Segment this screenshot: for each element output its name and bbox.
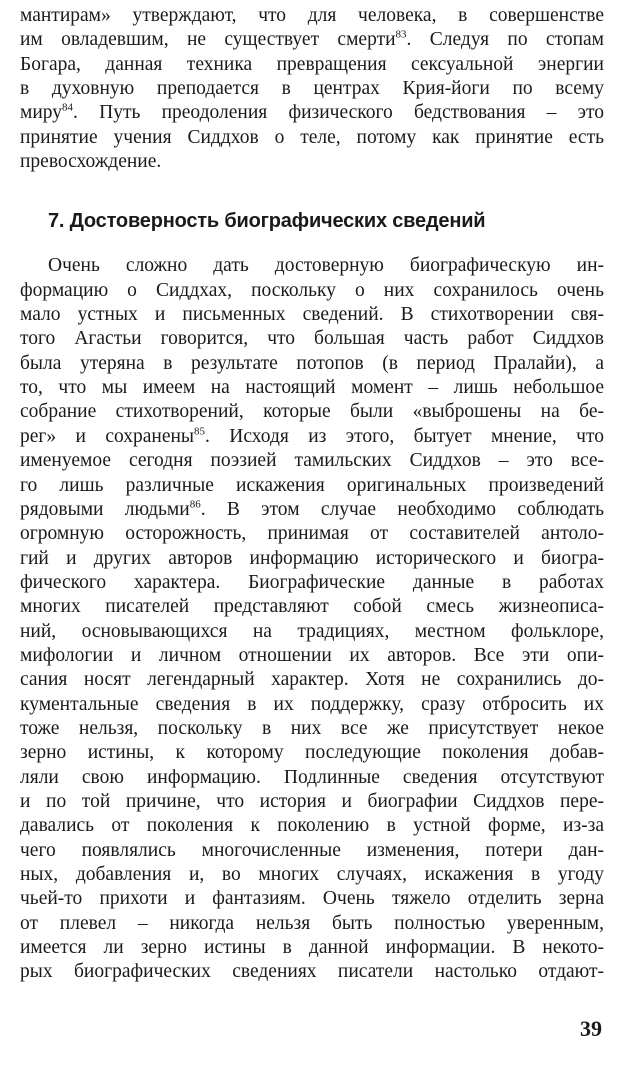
text-line: от плевел – никогда нельзя быть полностью уверенным,: [20, 912, 604, 934]
footnote-ref-84: 84: [62, 101, 74, 114]
text-segment: рядовыми людьми: [20, 498, 190, 520]
text-line: именуемое сегодня поэзией тамильских Сиддхов – это все-: [20, 450, 604, 472]
text-segment: . Путь преодоления физического бедствования – это: [73, 102, 604, 124]
text-line: огромную осторожность, принимая от составителей антоло-: [20, 523, 604, 545]
text-line: имеется ли зерно истины в данной информации. В некото-: [20, 937, 604, 959]
text-line: рых биографических сведениях писатели настолько отдают-: [20, 961, 604, 983]
paragraph-2: [20, 254, 604, 984]
text-line: то, что мы имеем на настоящий момент – лишь небольшое: [20, 377, 604, 399]
text-line: [20, 425, 604, 449]
text-segment: . Исходя из этого, бытует мнение, что: [205, 425, 604, 447]
text-line: в духовную преподается в центрах Крия-йоги по всему: [20, 78, 604, 100]
text-line: сания носят легендарный характер. Хотя не сохранились до-: [20, 669, 604, 691]
text-line: формацию о Сиддхах, поскольку о них сохранилось очень: [20, 279, 604, 301]
text-line: многих писателей представляют собой смесь жизнеописа-: [20, 596, 604, 618]
book-page: [20, 4, 604, 985]
text-segment: . В этом случае необходимо соблюдать: [200, 498, 604, 520]
text-line: зерно истины, к которому последующие поколения добав-: [20, 742, 604, 764]
text-line: ных, добавления и, во многих случаях, искажения в угоду: [20, 864, 604, 885]
text-line: мантирам» утверждают, что для человека, в совершенстве: [20, 5, 604, 26]
text-line: чего появлялись многочисленные изменения, потери дан-: [20, 839, 604, 861]
text-line: ляли свою информацию. Подлинные сведения отсутствуют: [20, 766, 604, 788]
text-line: [20, 498, 604, 522]
text-line: чьей-то прихоти и фантазиям. Очень тяжело отделить зерна: [20, 888, 604, 910]
text-line: Богара, данная техника превращения сексуальной энергии: [20, 53, 604, 75]
text-line: мифологии и личном отношении их авторов. Все эти опи-: [20, 644, 604, 666]
text-line: собрание стихотворений, которые были «выброшены на бе-: [20, 401, 604, 423]
page-number: 39: [580, 1016, 602, 1041]
text-line: превосхождение.: [20, 151, 162, 173]
text-line: гий и других авторов информацию исторического и биогра-: [20, 547, 604, 569]
text-line: была утеряна в результате потопов (в период Пралайи), а: [20, 352, 604, 374]
paragraph-1: [20, 4, 604, 174]
footnote-ref-86: 86: [189, 498, 201, 511]
text-line: тоже нельзя, поскольку в них все же присутствует некое: [20, 717, 604, 739]
text-line: Очень сложно дать достоверную биографическую ин-: [48, 255, 604, 277]
text-line: мало устных и письменных сведений. В стихотворении свя-: [20, 304, 604, 326]
text-segment: им овладевшим, не существует смерти: [20, 29, 396, 51]
text-line: кументальные сведения в их поддержку, сразу отбросить их: [20, 693, 604, 715]
text-line: [20, 28, 604, 52]
text-line: и по той причине, что история и биографии Сиддхов пере-: [20, 790, 604, 812]
section-heading: 7. Достоверность биографических сведений: [48, 210, 486, 233]
text-line: принятие учения Сиддхов о теле, потому как принятие есть: [20, 126, 604, 148]
text-segment: . Следуя по стопам: [406, 29, 604, 51]
footnote-ref-83: 83: [395, 28, 407, 41]
footnote-ref-85: 85: [194, 425, 206, 438]
text-segment: рег» и сохранены: [20, 425, 195, 447]
text-line: [20, 101, 604, 125]
text-segment: миру: [20, 102, 63, 124]
text-line: того Агастьи говорится, что большая часть работ Сиддхов: [20, 328, 604, 350]
text-line: ний, основывающихся на традициях, местном фольклоре,: [20, 620, 604, 642]
text-line: давались от поколения к поколению в устной форме, из-за: [20, 815, 604, 837]
text-line: фического характера. Биографические данные в работах: [20, 571, 604, 593]
text-line: го лишь различные искажения оригинальных произведений: [20, 474, 604, 496]
